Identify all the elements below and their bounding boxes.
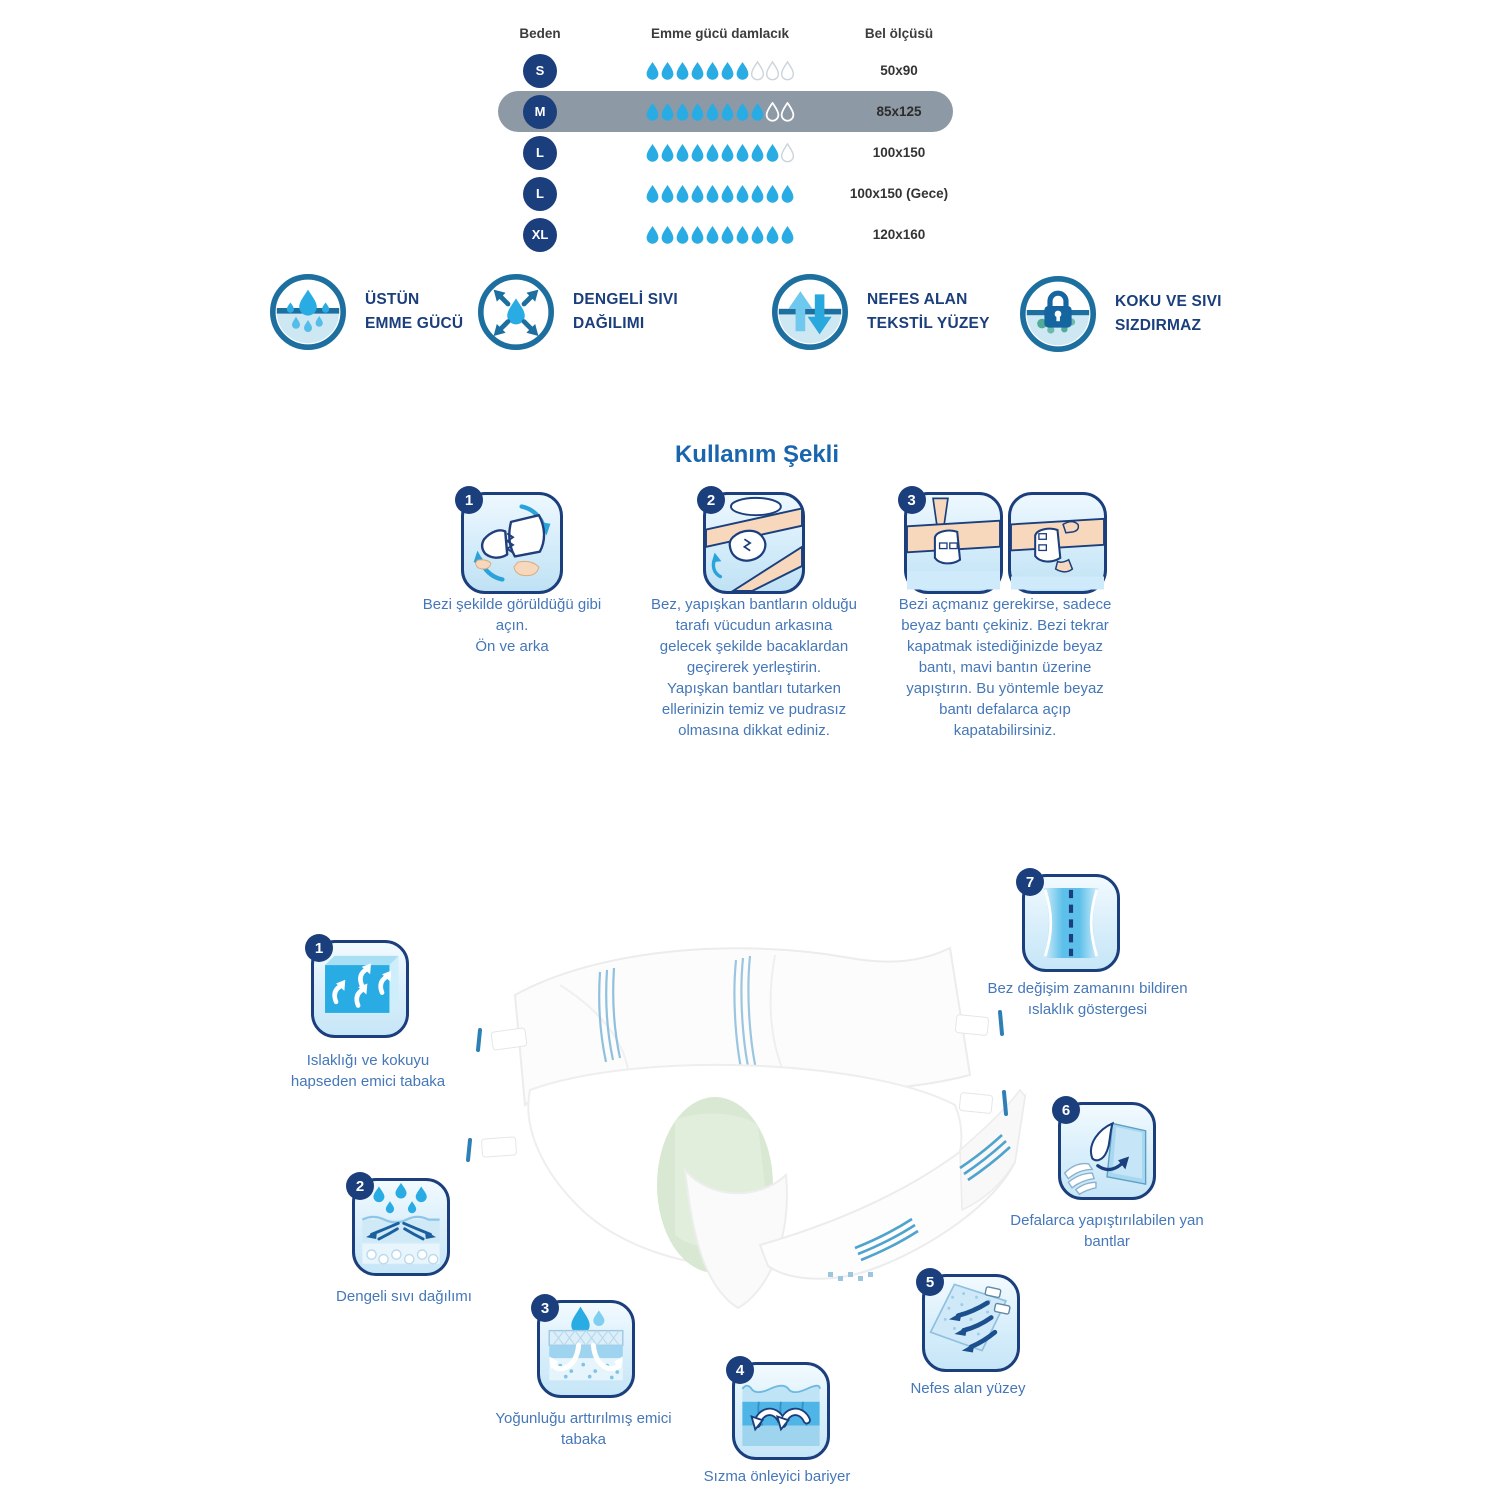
- feature-leakproof: [1018, 274, 1222, 354]
- size-badge: L: [523, 136, 557, 170]
- droplet-icon: [720, 102, 735, 122]
- droplet-icon: [690, 61, 705, 81]
- droplet-rating: [620, 102, 820, 122]
- diaper-product-photo: [440, 900, 1040, 1330]
- size-badge: L: [523, 177, 557, 211]
- callout-number-badge: 7: [1016, 868, 1044, 896]
- step-text: Bez, yapışkan bantların olduğu tarafı vücudun arkasına gelecek şekilde bacaklardan geçirerek yerleştirin.: [651, 596, 857, 676]
- droplet-rating: [620, 143, 820, 163]
- droplet-icon: [750, 102, 765, 122]
- usage-step-2: [651, 492, 857, 741]
- droplet-icon: [690, 102, 705, 122]
- droplet-icon: [660, 225, 675, 245]
- droplet-icon: [750, 61, 765, 81]
- droplet-icon: [765, 184, 780, 204]
- callout2-distribution-layer: [352, 1178, 450, 1276]
- callout3-label: Yoğunluğu arttırılmış emici tabaka: [495, 1410, 672, 1448]
- feature-breathable: [770, 272, 990, 352]
- step-number-badge: 2: [697, 486, 725, 514]
- droplet-icon: [675, 225, 690, 245]
- usage-step-3: [891, 492, 1119, 741]
- droplet-icon: [750, 184, 765, 204]
- step2-illustration: [703, 492, 805, 594]
- droplet-icon: [705, 102, 720, 122]
- droplet-icon: [780, 102, 795, 122]
- callout5-breathable-surface: [922, 1274, 1020, 1372]
- step3-illustration-b: [1008, 492, 1107, 594]
- feature-label: DENGELİ SIVI DAĞILIMI: [573, 291, 678, 332]
- droplet-icon: [675, 102, 690, 122]
- callout-number-badge: 4: [726, 1356, 754, 1384]
- droplet-icon: [675, 61, 690, 81]
- callout-number-badge: 6: [1052, 1096, 1080, 1124]
- step-number-badge: 3: [898, 486, 926, 514]
- droplet-icon: [705, 184, 720, 204]
- droplet-icon: [735, 61, 750, 81]
- table-row-s: [498, 50, 953, 91]
- waist-size: 120x160: [872, 227, 926, 242]
- table-row-m-selected: [498, 91, 953, 132]
- callout7-label: Bez değişim zamanını bildiren ıslaklık göstergesi: [987, 980, 1188, 1018]
- droplet-icon: [750, 143, 765, 163]
- droplet-icon: [645, 184, 660, 204]
- absorption-icon: [268, 272, 348, 352]
- callout-number-badge: 1: [305, 934, 333, 962]
- reclose-tape-icon: [1011, 495, 1104, 591]
- feature-label: KOKU VE SIVI SIZDIRMAZ: [1115, 293, 1222, 334]
- droplet-icon: [690, 225, 705, 245]
- callout3-dense-core: [537, 1300, 635, 1398]
- droplet-icon: [720, 184, 735, 204]
- step-text: Bezi açmanız gerekirse, sadece beyaz bantı çekiniz. Bezi tekrar kapatmak istediğinizde beyaz bantı, mavi bantın üzerine yapıştırın. Bu yöntemle beyaz bantı defalarca açıp kapatabilirsiniz.: [898, 596, 1112, 739]
- step-text: Bezi şekilde görüldüğü gibi açın.: [422, 596, 602, 634]
- droplet-icon: [660, 143, 675, 163]
- size-table: [498, 16, 953, 255]
- breathable-icon: [770, 272, 850, 352]
- droplet-icon: [675, 143, 690, 163]
- feature-absorption: [268, 272, 463, 352]
- droplet-icon: [780, 143, 795, 163]
- droplet-icon: [780, 225, 795, 245]
- droplet-icon: [750, 225, 765, 245]
- droplet-icon: [735, 225, 750, 245]
- droplet-icon: [720, 61, 735, 81]
- callout4-leak-barrier: [732, 1362, 830, 1460]
- usage-step-1: [412, 492, 612, 657]
- droplet-icon: [690, 143, 705, 163]
- usage-title: Kullanım Şekli: [674, 440, 840, 468]
- size-badge: M: [523, 95, 557, 129]
- callout-number-badge: 2: [346, 1172, 374, 1200]
- droplet-icon: [720, 225, 735, 245]
- size-badge: S: [523, 54, 557, 88]
- distribution-icon: [476, 272, 556, 352]
- callout1-absorbent-layer: [311, 940, 409, 1038]
- step-text: Ön ve arka: [475, 638, 549, 655]
- header-size: Beden: [519, 25, 561, 41]
- callout6-label: Defalarca yapıştırılabilen yan bantlar: [1010, 1212, 1204, 1250]
- callout-number-badge: 3: [531, 1294, 559, 1322]
- table-row-xl: [498, 214, 953, 255]
- droplet-icon: [645, 102, 660, 122]
- callout6-side-tapes: [1058, 1102, 1156, 1200]
- droplet-rating: [620, 225, 820, 245]
- waist-size: 85x125: [876, 104, 922, 119]
- droplet-icon: [645, 61, 660, 81]
- header-absorbency: Emme gücü damlacık: [650, 25, 790, 41]
- droplet-icon: [705, 225, 720, 245]
- header-waist: Bel ölçüsü: [864, 25, 934, 41]
- droplet-icon: [765, 143, 780, 163]
- feature-label: ÜSTÜN EMME GÜCÜ: [365, 291, 464, 332]
- droplet-icon: [720, 143, 735, 163]
- droplet-icon: [765, 102, 780, 122]
- droplet-icon: [675, 184, 690, 204]
- droplet-icon: [735, 143, 750, 163]
- step1-illustration: [461, 492, 563, 594]
- callout4-label: Sızma önleyici bariyer: [703, 1468, 851, 1485]
- droplet-icon: [645, 143, 660, 163]
- size-badge: XL: [523, 218, 557, 252]
- droplet-icon: [735, 102, 750, 122]
- droplet-icon: [735, 184, 750, 204]
- droplet-rating: [620, 61, 820, 81]
- droplet-icon: [765, 61, 780, 81]
- droplet-icon: [645, 225, 660, 245]
- droplet-icon: [765, 225, 780, 245]
- feature-distribution: [476, 272, 678, 352]
- size-table-header: [498, 16, 953, 50]
- droplet-icon: [660, 61, 675, 81]
- callout1-label: Islaklığı ve kokuyu hapseden emici tabaka: [290, 1052, 446, 1090]
- droplet-rating: [620, 184, 820, 204]
- droplet-icon: [705, 143, 720, 163]
- callout-number-badge: 5: [916, 1268, 944, 1296]
- feature-label: NEFES ALAN TEKSTİL YÜZEY: [867, 291, 990, 332]
- table-row-l: [498, 132, 953, 173]
- droplet-icon: [660, 102, 675, 122]
- droplet-icon: [780, 184, 795, 204]
- waist-size: 100x150: [872, 145, 926, 160]
- waist-size: 100x150 (Gece): [849, 186, 949, 201]
- waist-size: 50x90: [880, 63, 918, 78]
- table-row-l-night: [498, 173, 953, 214]
- droplet-icon: [690, 184, 705, 204]
- step3-illustration-a: [904, 492, 1003, 594]
- step-number-badge: 1: [455, 486, 483, 514]
- leakproof-icon: [1018, 274, 1098, 354]
- callout5-label: Nefes alan yüzey: [910, 1380, 1026, 1397]
- droplet-icon: [705, 61, 720, 81]
- step-text: Yapışkan bantları tutarken ellerinizin temiz ve pudrasız olmasına dikkat ediniz.: [661, 680, 847, 739]
- callout7-wetness-indicator: [1022, 874, 1120, 972]
- droplet-icon: [780, 61, 795, 81]
- droplet-icon: [660, 184, 675, 204]
- callout2-label: Dengeli sıvı dağılımı: [336, 1288, 472, 1305]
